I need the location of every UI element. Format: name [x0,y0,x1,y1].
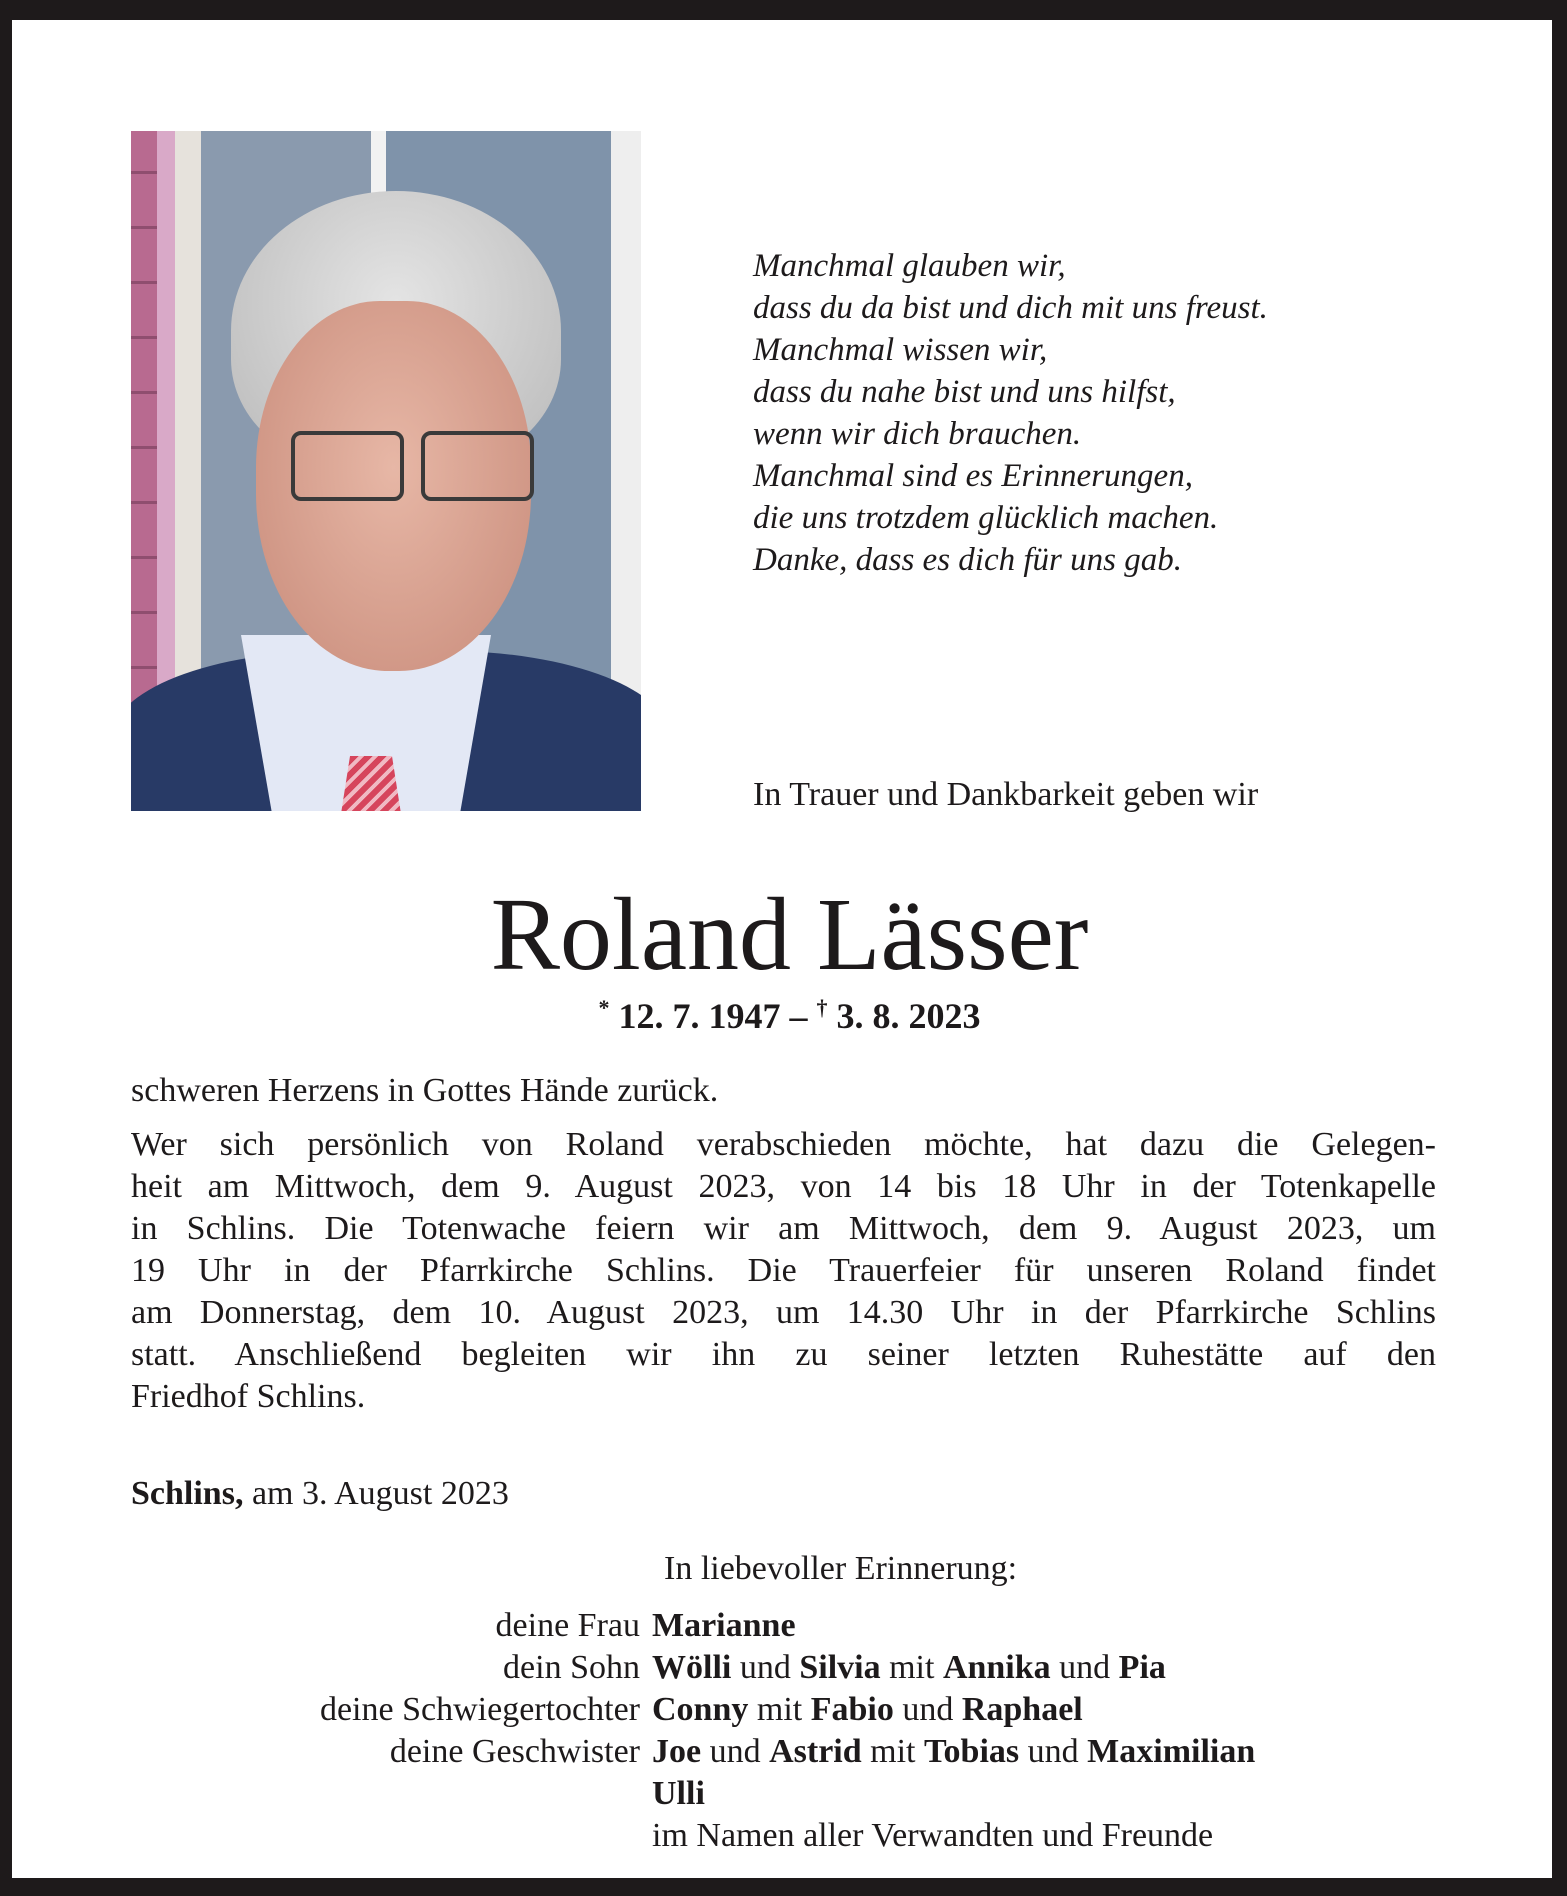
funeral-details [131,1070,1436,1418]
poem-line: Danke, dass es dich für uns gab. [753,542,1182,578]
family-name: Wölli [652,1649,732,1686]
connector: mit [748,1691,811,1728]
portrait-photo [131,131,641,811]
poem-line: die uns trotzdem glücklich machen. [753,500,1219,536]
connector: und [1019,1733,1088,1770]
body-line: statt. Anschließend begleiten wir ihn zu seiner letzten Ruhestätte auf den [131,1336,1436,1373]
obituary-notice [12,20,1552,1878]
family-name: Ulli [652,1775,705,1812]
poem-line: Manchmal glauben wir, [753,248,1066,284]
body-line: in Schlins. Die Totenwache feiern wir am Mittwoch, dem 9. August 2023, um [131,1210,1436,1247]
family-name: Raphael [961,1691,1083,1728]
family-row [12,1689,1255,1731]
life-dates [12,995,1552,1037]
family-list [12,1605,1255,1857]
family-name: Silvia [799,1649,881,1686]
family-row [12,1815,1255,1857]
lead-text: schweren Herzens in Gottes Hände zurück. [131,1072,719,1109]
body-line: Wer sich persönlich von Roland verabschieden möchte, hat dazu die Gelegen- [131,1126,1436,1163]
connector: und [701,1733,770,1770]
date-separator: – [780,996,817,1036]
connector: und [731,1649,800,1686]
connector: und [1050,1649,1119,1686]
relation-label: dein Sohn [503,1649,640,1686]
poem [753,245,1268,581]
place-date-text: am 3. August 2023 [243,1475,509,1512]
connector: mit [861,1733,924,1770]
death-date: 3. 8. 2023 [836,996,981,1036]
deceased-name: Roland Lässer [490,877,1089,992]
relation-label: deine Geschwister [389,1733,640,1770]
family-row [12,1647,1255,1689]
birth-symbol: * [598,995,610,1020]
family-row [12,1731,1255,1773]
place-date [131,1475,509,1513]
family-name: Joe [652,1733,702,1770]
connector: und [893,1691,962,1728]
body-line: am Donnerstag, dem 10. August 2023, um 14.30 Uhr in der Pfarrkirche Schlins [131,1294,1436,1331]
death-symbol: † [816,995,828,1020]
family-name: Marianne [652,1607,796,1644]
relation-label: deine Frau [495,1607,640,1644]
family-name: Astrid [769,1733,862,1770]
family-name: Pia [1118,1649,1166,1686]
poem-line: dass du nahe bist und uns hilfst, [753,374,1176,410]
closing-line: im Namen aller Verwandten und Freunde [652,1817,1214,1854]
relation-label: deine Schwiegertochter [319,1691,640,1728]
body-line: Friedhof Schlins. [131,1378,366,1415]
intro-text: In Trauer und Dankbarkeit geben wir [753,776,1259,813]
family-name: Tobias [924,1733,1020,1770]
family-name: Conny [652,1691,749,1728]
family-name: Fabio [810,1691,894,1728]
body-line: 19 Uhr in der Pfarrkirche Schlins. Die Trauerfeier für unseren Roland findet [131,1252,1436,1289]
place-town: Schlins, [131,1475,244,1512]
connector: mit [880,1649,943,1686]
poem-line: Manchmal wissen wir, [753,332,1048,368]
family-row [12,1773,1255,1815]
birth-date: 12. 7. 1947 [618,996,781,1036]
body-line: heit am Mittwoch, dem 9. August 2023, von 14 bis 18 Uhr in der Totenkapelle [131,1168,1436,1205]
family-name: Annika [942,1649,1051,1686]
family-row [12,1605,1255,1647]
poem-line: Manchmal sind es Erinnerungen, [753,458,1193,494]
remembrance-heading: In liebevoller Erinnerung: [664,1550,1018,1587]
poem-line: dass du da bist und dich mit uns freust. [753,290,1268,326]
family-name: Maximilian [1087,1733,1256,1770]
poem-line: wenn wir dich brauchen. [753,416,1082,452]
